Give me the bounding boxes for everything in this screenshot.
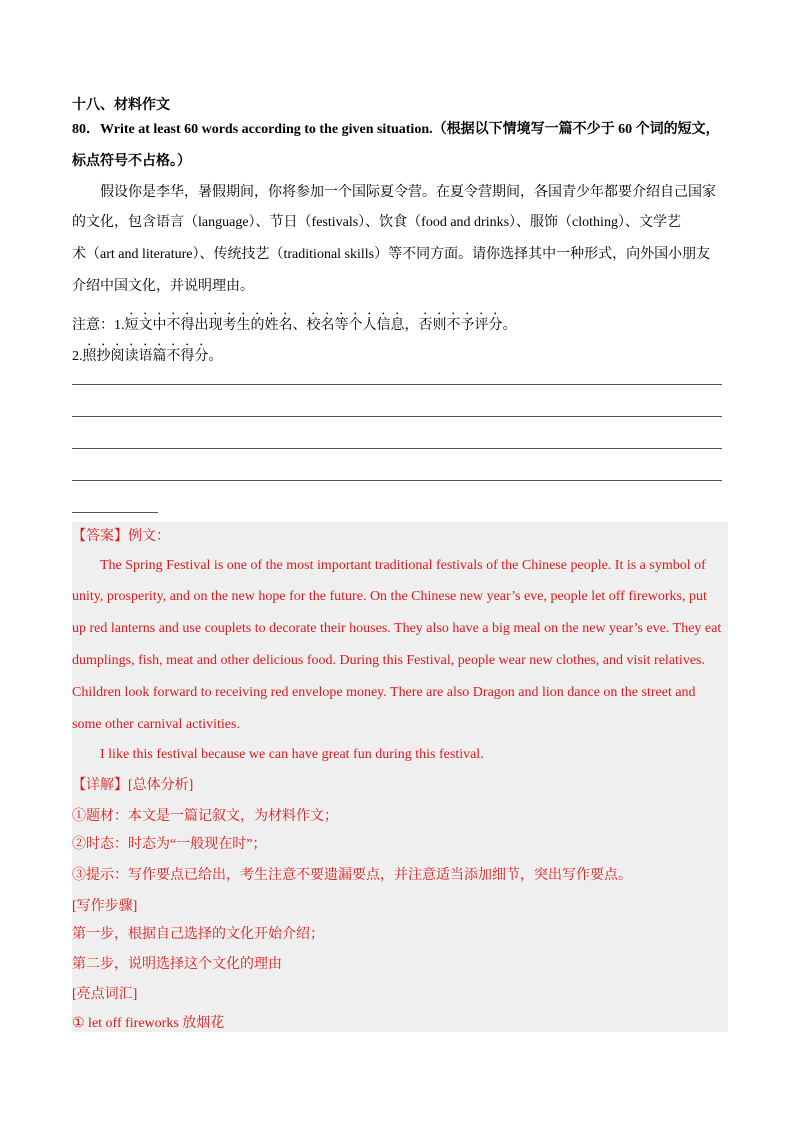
- analysis-item-2: ②时态：时态为“一般现在时”；: [72, 837, 267, 852]
- question-line-2: 标点符号不占格。）: [72, 154, 191, 169]
- essay-line-6: some other carnival activities.: [72, 717, 240, 732]
- prompt-line-2: 的文化，包含语言（language）、节日（festivals）、饮食（food and drinks）、服饰（clothing）、文学艺: [72, 215, 681, 230]
- answer-line-2: [72, 416, 722, 417]
- answer-header: 【答案】例文：: [72, 529, 170, 544]
- essay-line-5: Children look forward to receiving red envelope money. There are also Dragon and lion dance on the street and: [72, 685, 696, 700]
- answer-line-3: [72, 448, 722, 449]
- essay-line-3: up red lanterns and use couplets to decorate their houses. They also have a big meal on the new year’s eve. They eat: [72, 621, 722, 636]
- analysis-item-3: ③提示：写作要点已给出，考生注意不要遗漏要点，并注意适当添加细节，突出写作要点。: [72, 868, 632, 883]
- analysis-item-1: ①题材：本文是一篇记叙文，为材料作文；: [72, 809, 338, 824]
- note-1-text: 短文中不得出现考生的姓名、校名等个人信息，否则不予评分。: [124, 318, 517, 333]
- section-title: 十八、材料作文: [72, 98, 170, 113]
- question-line-1: 80．Write at least 60 words according to the given situation.（根据以下情境写一篇不少于 60 个词的短文，: [72, 122, 720, 137]
- answer-line-4: [72, 480, 722, 481]
- note-2-label: 2.: [72, 349, 83, 364]
- essay-last-line: I like this festival because we can have great fun during this festival.: [100, 747, 484, 762]
- note-2-text: 照抄阅读语篇不得分。: [82, 349, 223, 364]
- step-2: 第二步，说明选择这个文化的理由: [72, 957, 282, 972]
- steps-header: [写作步骤]: [72, 899, 138, 914]
- note-1-label: 注意：1.: [72, 318, 125, 333]
- vocab-item-1: ① let off fireworks 放烟花: [72, 1016, 225, 1031]
- note-1: [72, 310, 517, 336]
- prompt-line-3: 术（art and literature）、传统技艺（traditional skills）等不同方面。请你选择其中一种形式，向外国小朋友: [72, 247, 711, 262]
- step-1: 第一步，根据自己选择的文化开始介绍；: [72, 927, 324, 942]
- prompt-line-1: 假设你是李华，暑假期间，你将参加一个国际夏令营。在夏令营期间，各国青少年都要介绍自己国家: [100, 185, 716, 200]
- essay-line-1: The Spring Festival is one of the most important traditional festivals of the Chinese people. It is a symbol of: [100, 558, 706, 573]
- answer-line-5: [72, 512, 158, 513]
- note-2: [72, 341, 223, 367]
- vocab-header: [亮点词汇]: [72, 987, 138, 1002]
- essay-line-4: dumplings, fish, meat and other delicious food. During this Festival, people wear new clothes, and visit relatives.: [72, 653, 705, 668]
- essay-line-2: unity, prosperity, and on the new hope for the future. On the Chinese new year’s eve, people let off fireworks, put: [72, 589, 707, 604]
- prompt-line-4: 介绍中国文化，并说明理由。: [72, 279, 254, 294]
- analysis-header: 【详解】[总体分析]: [72, 778, 194, 793]
- answer-line-1: [72, 384, 722, 385]
